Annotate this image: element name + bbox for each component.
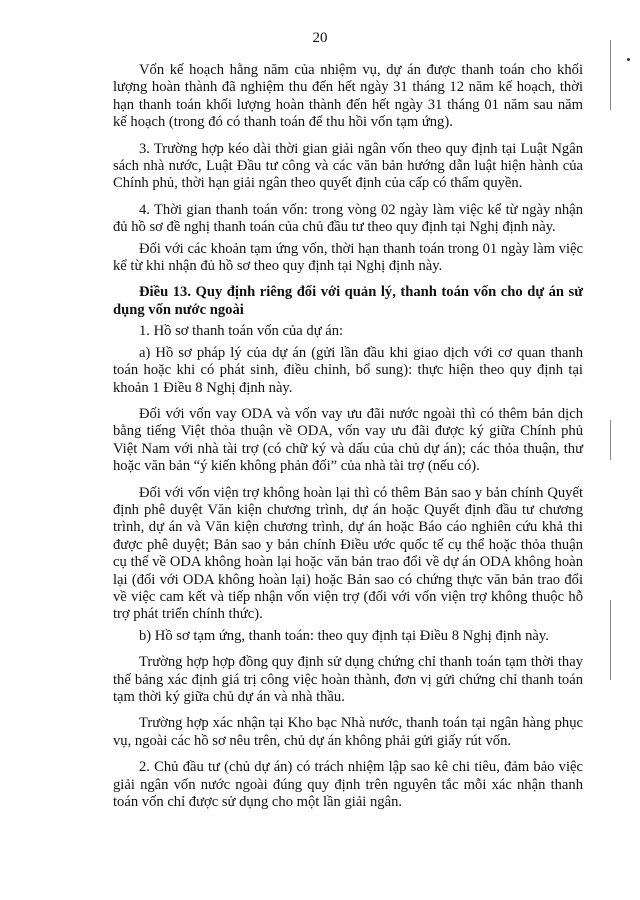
paragraph-interim-certificate: Trường hợp hợp đồng quy định sử dụng chứng chỉ thanh toán tạm thời thay thế bảng xác định giá trị công việc hoàn thành, đơn vị gửi chứng chỉ thanh toán tạm thời ký giữa chủ dự án và nhà thầu. [113,654,583,705]
paragraph-clause-4: 4. Thời gian thanh toán vốn: trong vòng 02 ngày làm việc kể từ ngày nhận đủ hồ sơ đề nghị thanh toán của chủ đầu tư theo quy định tại Nghị định này. [113,201,583,236]
paragraph-clause-1: 1. Hồ sơ thanh toán vốn của dự án: [139,323,344,340]
paragraph-non-refundable-aid: Đối với vốn viện trợ không hoàn lại thì có thêm Bản sao y bản chính Quyết định phê duyệt Văn kiện chương trình, dự án hoặc Quyết định đầu tư chương trình, dự án và Văn kiện chương trình, dự án hoặc Báo cáo nghiên cứu khả thi được phê duyệt; Bản sao y bản chính Điều ước quốc tế cụ thể hoặc thỏa thuận cụ thể về ODA không hoàn lại hoặc văn bản trao đổi về dự án ODA không hoàn lại (đối với ODA không hoàn lại) hoặc Bản sao có chứng thực văn bản trao đổi về việc cam kết và tiếp nhận vốn viện trợ (đối với vốn viện trợ không thuộc hỗ trợ phát triển chính thức). [113,484,583,623]
page-number: 20 [312,30,328,46]
scan-dot [627,58,630,61]
paragraph-oda-loans: Đối với vốn vay ODA và vốn vay ưu đãi nước ngoài thì có thêm bản dịch bằng tiếng Việt thỏa thuận về ODA, vốn vay ưu đãi được ký giữa Chính phủ Việt Nam với nhà tài trợ (có chữ ký và dấu của chủ dự án); các thỏa thuận, thư hoặc văn bản “ý kiến không phản đối” của nhà tài trợ (nếu có). [113,405,583,475]
scan-edge-line [610,420,611,460]
scan-edge-line [610,600,611,680]
scan-edge-line [610,40,611,110]
paragraph-point-a: a) Hồ sơ pháp lý của dự án (gửi lần đầu khi giao dịch với cơ quan thanh toán hoặc khi có phát sinh, điều chỉnh, bổ sung): thực hiện theo quy định tại khoản 1 Điều 8 Nghị định này. [113,344,583,396]
paragraph-state-treasury: Trường hợp xác nhận tại Kho bạc Nhà nước, thanh toán tại ngân hàng phục vụ, ngoài các hồ sơ nêu trên, chủ dự án không phải gửi giấy rút vốn. [113,715,583,749]
paragraph-annual-capital: Vốn kế hoạch hằng năm của nhiệm vụ, dự án được thanh toán cho khối lượng hoàn thành đã nghiệm thu đến hết ngày 31 tháng 12 năm kế hoạch, thời hạn thanh toán khối lượng hoàn thành đến hết ngày 31 tháng 01 năm sau năm kế hoạch (trong đó có thanh toán để thu hồi vốn tạm ứng). [113,62,583,131]
paragraph-clause-2: 2. Chủ đầu tư (chủ dự án) có trách nhiệm lập sao kê chi tiêu, đảm bảo việc giải ngân vốn nước ngoài đúng quy định trên nguyên tắc mỗi xác nhận thanh toán vốn chỉ được sử dụng cho một lần giải ngân. [113,759,583,811]
document-body [113,62,583,820]
paragraph-point-b: b) Hồ sơ tạm ứng, thanh toán: theo quy định tại Điều 8 Nghị định này. [139,627,549,644]
article-13-heading: Điều 13. Quy định riêng đối với quản lý, thanh toán vốn cho dự án sử dụng vốn nước ngoài [113,284,583,318]
paragraph-clause-3: 3. Trường hợp kéo dài thời gian giải ngân vốn theo quy định tại Luật Ngân sách nhà nước, Luật Đầu tư công và các văn bản hướng dẫn luật hiện hành của Chính phủ, thời hạn giải ngân theo quyết định của cấp có thẩm quyền. [113,140,583,192]
paragraph-advance-payment: Đối với các khoản tạm ứng vốn, thời hạn thanh toán trong 01 ngày làm việc kể từ khi nhận đủ hồ sơ theo quy định tại Nghị định này. [113,240,583,275]
